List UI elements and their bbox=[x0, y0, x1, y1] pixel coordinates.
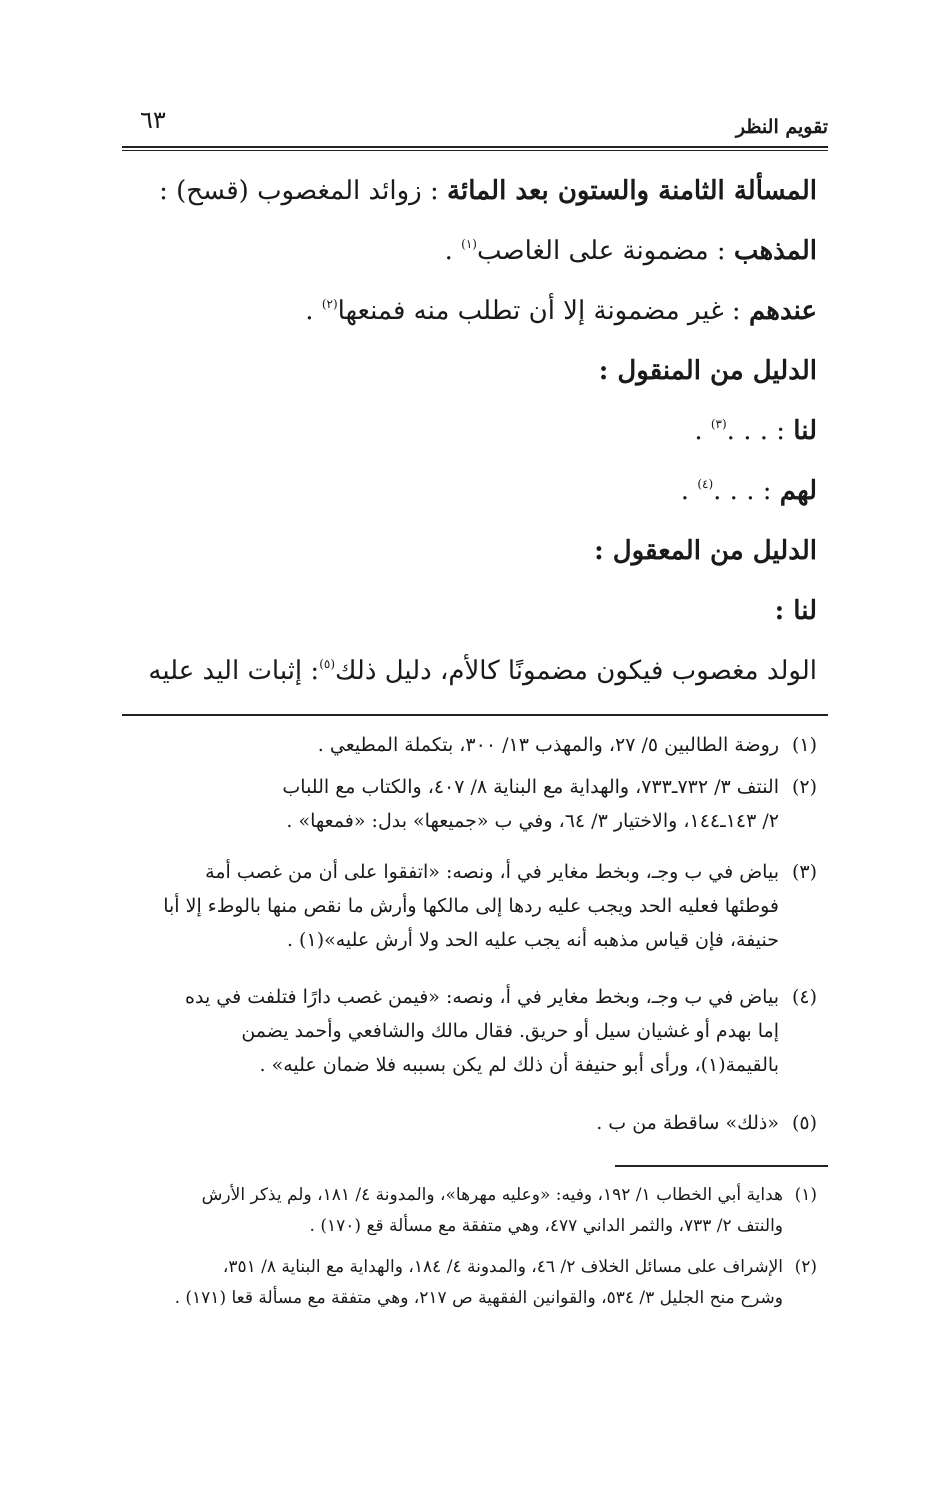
our-rational-label: لنا : bbox=[774, 596, 817, 626]
madhhab-text: : مضمونة على الغاصب bbox=[476, 236, 726, 266]
opponents-line: عندهم : غير مضمونة إلا أن تطلب منه فمنعها$^{(٢)}$ . bbox=[305, 296, 817, 326]
sub-footnote-2: (٢)الإشراف على مسائل الخلاف ٢/ ٤٦، والمدونة ٤/ ١٨٤، والهداية مع البناية ٨/ ٣٥١، وشرح منح الجليل ٣/ ٥٣٤، والقوانين الفقهية ص ٢١٧، وهي متفقة مع مسألة قعا (١٧١) . bbox=[122, 1252, 817, 1314]
footnote-number: (١) bbox=[791, 734, 817, 756]
footnote-ref: (٥) bbox=[319, 657, 336, 671]
opponents-label: عندهم bbox=[748, 296, 817, 326]
footnote-1: (١)روضة الطالبين ٥/ ٢٧، والمهذب ١٣/ ٣٠٠، بتكملة المطيعي . bbox=[122, 728, 817, 762]
footnote-3: (٣)بياض في ب وجـ، وبخط مغاير في أ، ونصه: «اتفقوا على أن من غصب أمة فوطئها فعليه الحد ويجب عليه ردها إلى مالكها وأرش ما نقص منها بالوطء إلا أبا حنيفة، فإن قياس مذهبه أنه يجب عليه الحد ولا أرش عليه»(١) . bbox=[122, 855, 817, 957]
madhhab-label: المذهب bbox=[733, 236, 817, 266]
footnote-2: (٢)النتف ٣/ ٧٣٢ـ٧٣٣، والهداية مع البناية ٨/ ٤٠٧، والكتاب مع اللباب ٢/ ١٤٣ـ١٤٤، والاختيار ٣/ ٦٤، وفي ب «جميعها» بدل: «فمعها» . bbox=[122, 770, 817, 838]
footnote-number: (٣) bbox=[791, 861, 817, 883]
footnote-number: (٥) bbox=[791, 1112, 817, 1134]
footnote-number: (٢) bbox=[791, 776, 817, 798]
header-rule bbox=[122, 146, 828, 148]
footnote-ref: (١) bbox=[461, 237, 477, 251]
header-rule-thin bbox=[122, 150, 828, 151]
footnote-5: (٥)«ذلك» ساقطة من ب . bbox=[122, 1106, 817, 1140]
their-evidence-line: لهم : . . .$^{(٤)}$ . bbox=[680, 476, 817, 506]
our-evidence-line: لنا : . . .$^{(٣)}$ . bbox=[694, 416, 817, 446]
footnote-number: (١) bbox=[794, 1185, 817, 1205]
footnote-ref: (٤) bbox=[697, 477, 714, 491]
page-number: ٦٣ bbox=[140, 106, 166, 134]
footnote-ref: (٣) bbox=[710, 417, 727, 431]
argument-line: الولد مغصوب فيكون مضمونًا كالأم، دليل ذلك$^{(٥)}$: إثبات اليد عليه bbox=[148, 656, 817, 686]
issue-subject: : زوائد المغصوب (قسح) : bbox=[159, 176, 439, 206]
footnote-number: (٤) bbox=[791, 986, 817, 1008]
footnote-ref: (٢) bbox=[321, 297, 338, 311]
sub-footnote-separator bbox=[615, 1165, 828, 1167]
madhhab-line: المذهب : مضمونة على الغاصب$^{(١)}$ . bbox=[444, 236, 817, 266]
sub-footnote-1: (١)هداية أبي الخطاب ١/ ١٩٢، وفيه: «وعليه مهرها»، والمدونة ٤/ ١٨١، ولم يذكر الأرش والنتف ٢/ ٧٣٣، والثمر الداني ٤٧٧، وهي متفقة مع مسألة قع (١٧٠) . bbox=[122, 1180, 817, 1242]
transmitted-evidence-heading: الدليل من المنقول : bbox=[598, 356, 817, 386]
issue-title: المسألة الثامنة والستون بعد المائة bbox=[447, 176, 817, 206]
rational-evidence-heading: الدليل من المعقول : bbox=[594, 536, 817, 566]
footnote-4: (٤)بياض في ب وجـ، وبخط مغاير في أ، ونصه: «فيمن غصب دارًا فتلفت في يده إما بهدم أو غشيان سيل أو حريق. فقال مالك والشافعي وأحمد يضمن بالقيمة(١)، ورأى أبو حنيفة أن ذلك لم يكن بسببه فلا ضمان عليه» . bbox=[122, 980, 817, 1082]
footnote-number: (٢) bbox=[794, 1257, 817, 1277]
footnote-separator bbox=[122, 714, 828, 716]
running-header-title: تقويم النظر bbox=[735, 116, 828, 138]
opponents-text: : غير مضمونة إلا أن تطلب منه فمنعها bbox=[337, 296, 741, 326]
issue-heading bbox=[122, 176, 817, 206]
